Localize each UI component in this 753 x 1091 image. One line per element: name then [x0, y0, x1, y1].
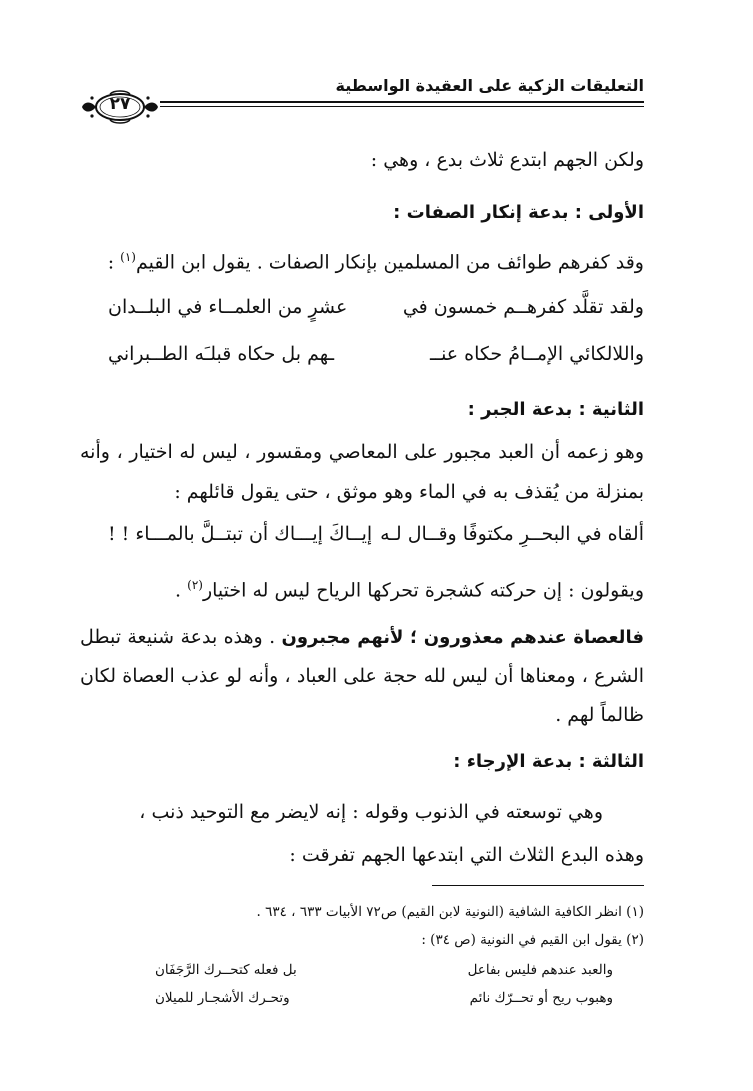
footnote-divider: [432, 885, 644, 886]
first-innovation-heading: الأولى : بدعة إنكار الصفات :: [393, 202, 644, 223]
third-line-1: وهي توسعته في الذنوب وقوله : إنه لايضر مع التوحيد ذنب ،: [139, 801, 603, 823]
third-line-2: وهذه البدع الثلاث التي ابتدعها الجهم تفرقت :: [289, 844, 644, 866]
poem-verse-1: [108, 296, 644, 326]
header-rule-thin: [160, 106, 644, 107]
footnote-ref-1[interactable]: (١): [120, 250, 136, 264]
verse-3-second-hemistich: إيــاكَ إيـــاك أن تبتــلَّ بالمـــاء ! !: [108, 523, 373, 545]
conclusion-line-2: الشرع ، ومعناها أن ليس لله حجة على العباد ، وأنه لو عذب العصاة لكان: [80, 665, 644, 687]
verse-2-first-hemistich: واللالكائي الإمــامُ حكاه عنــ: [429, 343, 644, 365]
second-line-1: وهو زعمه أن العبد مجبور على المعاصي ومقسور ، ليس له اختيار ، وأنه: [80, 441, 644, 463]
footnote-verse-1-first-hemistich: والعبد عندهم فليس بفاعل: [467, 962, 613, 978]
poem-verse-2: [108, 343, 644, 373]
conclusion-line-1: [80, 624, 644, 651]
page-number: ٢٧: [109, 94, 131, 114]
header-rule: [160, 101, 644, 103]
conclusion-line-3: ظالماً لهم .: [555, 704, 644, 726]
verse-1-second-hemistich: عشرٍ من العلمــاء في البلــدان: [108, 296, 348, 318]
conclusion-rest: . وهذه بدعة شنيعة تبطل: [80, 626, 282, 648]
verse-2-second-hemistich: ـهم بل حكاه قبلـَه الطــبراني: [108, 343, 335, 365]
footnote-verse-1: [155, 962, 613, 984]
second-line-3-end: .: [175, 579, 188, 602]
footnote-verse-1-second-hemistich: بل فعله كتحــرك الرَّجَفَان: [155, 962, 297, 978]
third-innovation-heading: الثالثة : بدعة الإرجاء :: [453, 751, 644, 772]
verse-3-first-hemistich: ألقاه في البحــرِ مكتوفًا وقــال لـه: [380, 523, 644, 545]
footnote-1: (١) انظر الكافية الشافية (النونية لابن القيم) ص٧٢ الأبيات ٦٣٣ ، ٦٣٤ .: [256, 904, 644, 920]
second-line-3-text: ويقولون : إن حركته كشجرة تحركها الرياح ليس له اختيار: [202, 579, 644, 602]
footnote-verse-2-first-hemistich: وهبوب ريح أو تحــرّك نائم: [469, 990, 613, 1006]
second-line-2: بمنزلة من يُقذف به في الماء وهو موثق ، حتى يقول قائلهم :: [174, 481, 644, 503]
conclusion-bold: فالعصاة عندهم معذورون ؛ لأنهم مجبرون: [281, 627, 644, 648]
poem-verse-3: [108, 523, 644, 553]
verse-1-first-hemistich: ولقد تقلَّد كفرهــم خمسون في: [402, 296, 644, 318]
running-header-title: التعليقات الزكية على العقيدة الواسطية: [335, 76, 644, 95]
footnote-verse-2: [155, 990, 613, 1012]
first-colon: :: [107, 251, 121, 274]
first-text: وقد كفرهم طوائف من المسلمين بإنكار الصفات . يقول ابن القيم: [135, 251, 644, 274]
footnote-verse-2-second-hemistich: وتحـرك الأشجـار للميلان: [155, 990, 290, 1006]
footnote-ref-2[interactable]: (٢): [187, 578, 203, 592]
first-innovation-text: [108, 244, 644, 275]
second-innovation-heading: الثانية : بدعة الجبر :: [467, 399, 644, 420]
footnote-2: (٢) يقول ابن القيم في النونية (ص ٣٤) :: [421, 932, 644, 948]
intro-line: ولكن الجهم ابتدع ثلاث بدع ، وهي :: [370, 149, 644, 171]
second-line-3: [175, 572, 644, 603]
